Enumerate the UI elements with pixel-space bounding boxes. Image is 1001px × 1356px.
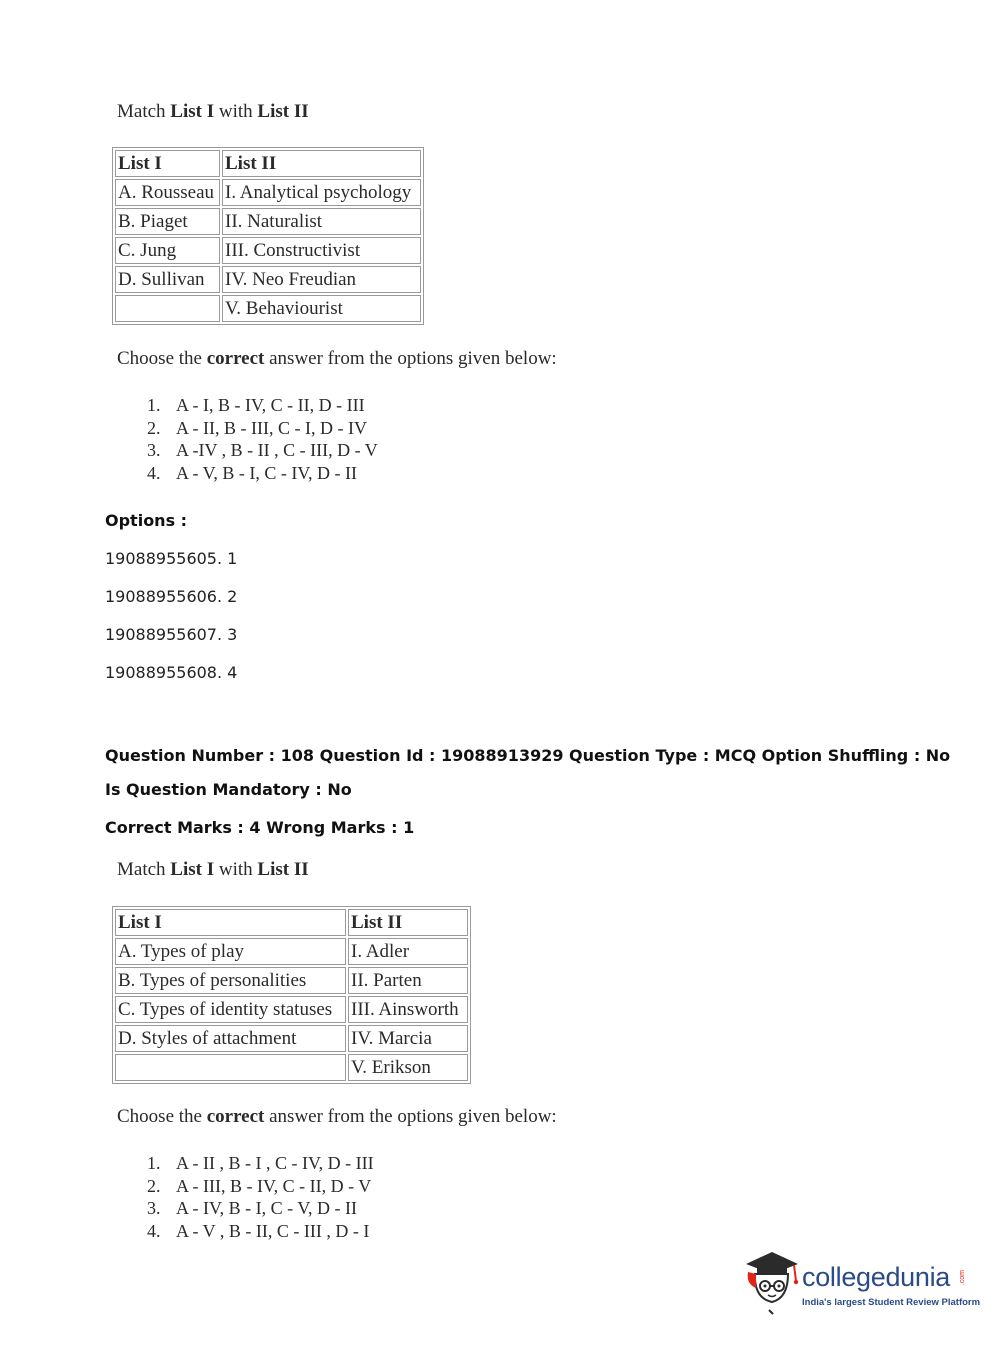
table-cell: C. Jung [115, 237, 220, 264]
choice-text: A - V , B - II, C - III , D - I [176, 1220, 370, 1241]
list-item [147, 1220, 374, 1243]
q2-choose-instruction [117, 1106, 557, 1128]
logo-tagline: India's largest Student Review Platform [802, 1297, 981, 1308]
choice-number: 1. [147, 395, 161, 415]
q2-match-list2: List II [257, 859, 309, 880]
q2-match-table [112, 906, 471, 1084]
table-cell: D. Styles of attachment [115, 1025, 346, 1052]
q1-choose-post: answer from the options given below: [264, 348, 557, 369]
q1-options-label: Options : [105, 511, 188, 530]
q2-choose-pre: Choose the [117, 1106, 207, 1127]
q1-match-mid: with [214, 101, 258, 122]
choice-text: A -IV , B - II , C - III, D - V [176, 440, 378, 460]
table-cell: II. Naturalist [222, 208, 421, 235]
table-header-row [115, 909, 468, 936]
logo-wordmark [802, 1262, 950, 1293]
table-row [115, 1025, 468, 1052]
table-cell: I. Analytical psychology [222, 179, 421, 206]
choice-text: A - II, B - III, C - I, D - IV [176, 417, 367, 438]
q1-choose-pre: Choose the [117, 348, 207, 369]
table-header-row [115, 150, 421, 177]
q2-header-list1: List I [118, 912, 162, 933]
logo-name: collegedunia [802, 1262, 951, 1292]
list-item [147, 394, 378, 417]
table-row [115, 938, 468, 965]
logo-com-suffix: .com [959, 1270, 966, 1286]
table-cell: C. Types of identity statuses [115, 996, 346, 1023]
q2-match-mid: with [214, 859, 258, 880]
choice-text: A - V, B - I, C - IV, D - II [176, 462, 358, 483]
q1-header-list1: List I [118, 153, 162, 174]
table-row [115, 1054, 468, 1081]
table-cell: V. Erikson [348, 1054, 468, 1081]
choice-number: 2. [147, 417, 161, 438]
table-cell: I. Adler [348, 938, 468, 965]
mascot-icon [742, 1248, 800, 1318]
list-item [147, 439, 378, 462]
choice-number: 2. [147, 1175, 161, 1196]
q2-meta-line1: Question Number : 108 Question Id : 19088913929 Question Type : MCQ Option Shuffling : No [105, 746, 951, 765]
choice-text: A - IV, B - I, C - V, D - II [176, 1198, 358, 1218]
table-header-cell [115, 909, 346, 936]
table-header-cell [222, 150, 421, 177]
table-cell: B. Types of personalities [115, 967, 346, 994]
list-item [147, 1197, 374, 1220]
choice-number: 4. [147, 1220, 161, 1241]
table-cell: III. Ainsworth [348, 996, 468, 1023]
table-cell-empty [115, 295, 220, 322]
q1-match-list1: List I [170, 101, 215, 122]
table-cell: IV. Marcia [348, 1025, 468, 1052]
table-cell: II. Parten [348, 967, 468, 994]
choice-text: A - II , B - I , C - IV, D - III [176, 1153, 374, 1173]
list-item [147, 417, 378, 440]
list-item [147, 1152, 374, 1175]
q1-option-id: 19088955607. 3 [105, 625, 238, 644]
q1-match-list2: List II [257, 101, 309, 122]
table-cell: III. Constructivist [222, 237, 421, 264]
q1-header-list2: List II [225, 153, 277, 174]
q1-choose-bold: correct [206, 348, 265, 369]
collegedunia-logo [742, 1248, 981, 1318]
table-cell: IV. Neo Freudian [222, 266, 421, 293]
table-row [115, 967, 468, 994]
choice-text: A - III, B - IV, C - II, D - V [176, 1175, 372, 1196]
choice-text: A - I, B - IV, C - II, D - III [176, 395, 365, 415]
list-item [147, 1175, 374, 1198]
q1-choose-instruction [117, 348, 557, 370]
q2-choose-post: answer from the options given below: [264, 1106, 557, 1127]
choice-number: 3. [147, 1198, 161, 1218]
table-row [115, 295, 421, 322]
q1-option-id: 19088955606. 2 [105, 587, 238, 606]
table-cell: A. Rousseau [115, 179, 220, 206]
q2-choose-bold: correct [206, 1106, 265, 1127]
table-cell: D. Sullivan [115, 266, 220, 293]
table-row [115, 179, 421, 206]
table-row [115, 996, 468, 1023]
table-cell: A. Types of play [115, 938, 346, 965]
choice-number: 1. [147, 1153, 161, 1173]
table-row [115, 237, 421, 264]
q1-option-id: 19088955608. 4 [105, 663, 238, 682]
q1-match-table [112, 147, 424, 325]
choice-number: 4. [147, 462, 161, 483]
table-header-cell [348, 909, 468, 936]
q2-match-list1: List I [170, 859, 215, 880]
choice-number: 3. [147, 440, 161, 460]
table-cell: V. Behaviourist [222, 295, 421, 322]
q1-match-pre: Match [117, 101, 171, 122]
table-row [115, 266, 421, 293]
table-cell: B. Piaget [115, 208, 220, 235]
table-header-cell [115, 150, 220, 177]
q1-match-heading [117, 101, 309, 123]
q2-header-list2: List II [351, 912, 403, 933]
table-row [115, 208, 421, 235]
q2-meta-line3: Correct Marks : 4 Wrong Marks : 1 [105, 818, 415, 837]
list-item [147, 462, 378, 485]
q2-match-heading [117, 859, 309, 881]
q1-option-id: 19088955605. 1 [105, 549, 238, 568]
q2-choice-list [147, 1152, 374, 1242]
q2-match-pre: Match [117, 859, 171, 880]
q1-choice-list [147, 394, 378, 484]
table-cell-empty [115, 1054, 346, 1081]
q2-meta-line2: Is Question Mandatory : No [105, 780, 352, 799]
